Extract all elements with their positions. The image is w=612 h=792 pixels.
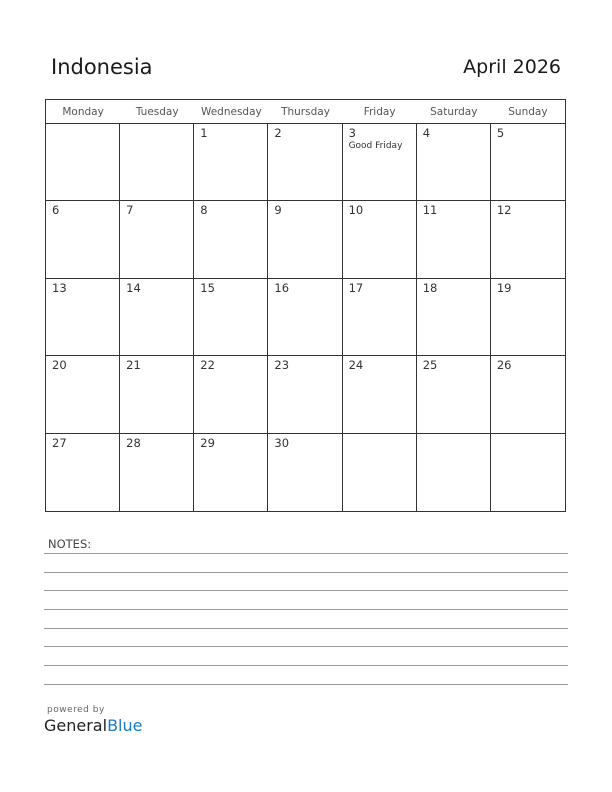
- day-cell[interactable]: [417, 356, 491, 433]
- day-cell[interactable]: [417, 279, 491, 356]
- day-cell[interactable]: [46, 356, 120, 433]
- day-number: 4: [422, 126, 431, 140]
- day-number: 27: [52, 435, 67, 450]
- day-number: 30: [274, 435, 290, 450]
- note-line: [44, 609, 568, 610]
- weekday-sunday: Sunday: [508, 106, 548, 118]
- day-cell[interactable]: [343, 279, 417, 356]
- day-cell[interactable]: [194, 124, 268, 201]
- weekday-header-row: [46, 100, 565, 124]
- day-number: 6: [52, 203, 60, 218]
- day-number: 14: [126, 280, 141, 295]
- weekday-monday: Monday: [62, 106, 104, 118]
- note-line: [44, 646, 568, 647]
- day-cell[interactable]: [268, 434, 342, 511]
- day-cell[interactable]: [417, 201, 491, 278]
- day-number: 8: [200, 203, 208, 218]
- day-cell[interactable]: [46, 434, 120, 511]
- day-cell[interactable]: [491, 201, 565, 278]
- note-line: [44, 572, 568, 573]
- weekday-friday: Friday: [363, 106, 396, 118]
- day-cell[interactable]: [194, 201, 268, 278]
- day-cell[interactable]: [46, 201, 120, 278]
- weekday-saturday: Saturday: [430, 106, 478, 118]
- day-number: 29: [200, 435, 215, 450]
- calendar-grid: [45, 99, 566, 512]
- day-number: 13: [52, 280, 67, 295]
- day-cell[interactable]: [417, 124, 491, 201]
- day-number: 18: [422, 280, 438, 295]
- day-number: 17: [348, 280, 364, 295]
- day-number: 11: [422, 203, 438, 218]
- country-title: Indonesia: [51, 55, 153, 79]
- day-cell[interactable]: [194, 356, 268, 433]
- day-number: 25: [422, 358, 438, 373]
- day-number: 7: [126, 203, 134, 218]
- day-number: 9: [274, 203, 282, 218]
- note-line: [44, 628, 568, 629]
- day-cell[interactable]: [120, 279, 194, 356]
- day-cell[interactable]: [268, 279, 342, 356]
- day-cell[interactable]: [343, 124, 417, 201]
- day-number: 1: [200, 126, 208, 140]
- day-number: 3: [348, 126, 356, 140]
- note-line: [44, 553, 568, 554]
- day-number: 24: [348, 358, 364, 373]
- day-number: 10: [348, 203, 364, 218]
- day-cell[interactable]: [194, 279, 268, 356]
- day-cell[interactable]: [120, 201, 194, 278]
- brand-blue: Blue: [107, 716, 143, 735]
- notes-label: NOTES:: [48, 537, 92, 551]
- day-cell[interactable]: [46, 279, 120, 356]
- day-cell[interactable]: [491, 124, 565, 201]
- day-number: 16: [274, 280, 290, 295]
- day-number: 21: [126, 358, 141, 373]
- day-number: 20: [52, 358, 67, 373]
- day-number: 23: [274, 358, 290, 373]
- day-number: 22: [200, 358, 215, 373]
- day-cell[interactable]: [268, 356, 342, 433]
- weekday-tuesday: Tuesday: [135, 106, 179, 118]
- note-line: [44, 684, 568, 685]
- day-number: 19: [496, 280, 512, 295]
- note-line: [44, 590, 568, 591]
- powered-by-text: powered by: [47, 705, 105, 715]
- weeks-grid: [46, 124, 565, 511]
- day-cell[interactable]: [268, 124, 342, 201]
- day-cell[interactable]: [417, 434, 491, 511]
- holiday-label: Good Friday: [348, 141, 403, 151]
- day-cell[interactable]: [120, 356, 194, 433]
- day-number: 2: [274, 126, 282, 140]
- day-cell[interactable]: [120, 124, 194, 201]
- day-cell[interactable]: [120, 434, 194, 511]
- day-cell[interactable]: [491, 356, 565, 433]
- brand-logo[interactable]: [44, 716, 142, 735]
- day-cell[interactable]: [343, 356, 417, 433]
- note-line: [44, 665, 568, 666]
- day-number: 15: [200, 280, 215, 295]
- day-cell[interactable]: [46, 124, 120, 201]
- day-number: 28: [126, 435, 141, 450]
- weekday-wednesday: Wednesday: [200, 106, 262, 118]
- brand-general: General: [44, 716, 108, 735]
- day-cell[interactable]: [343, 201, 417, 278]
- month-title: April 2026: [463, 56, 561, 78]
- weekday-thursday: Thursday: [281, 106, 330, 118]
- day-number: 26: [496, 358, 512, 373]
- day-number: 12: [496, 203, 512, 218]
- day-cell[interactable]: [194, 434, 268, 511]
- day-number: 5: [496, 126, 505, 140]
- day-cell[interactable]: [491, 279, 565, 356]
- day-cell[interactable]: [268, 201, 342, 278]
- day-cell[interactable]: [343, 434, 417, 511]
- day-cell[interactable]: [491, 434, 565, 511]
